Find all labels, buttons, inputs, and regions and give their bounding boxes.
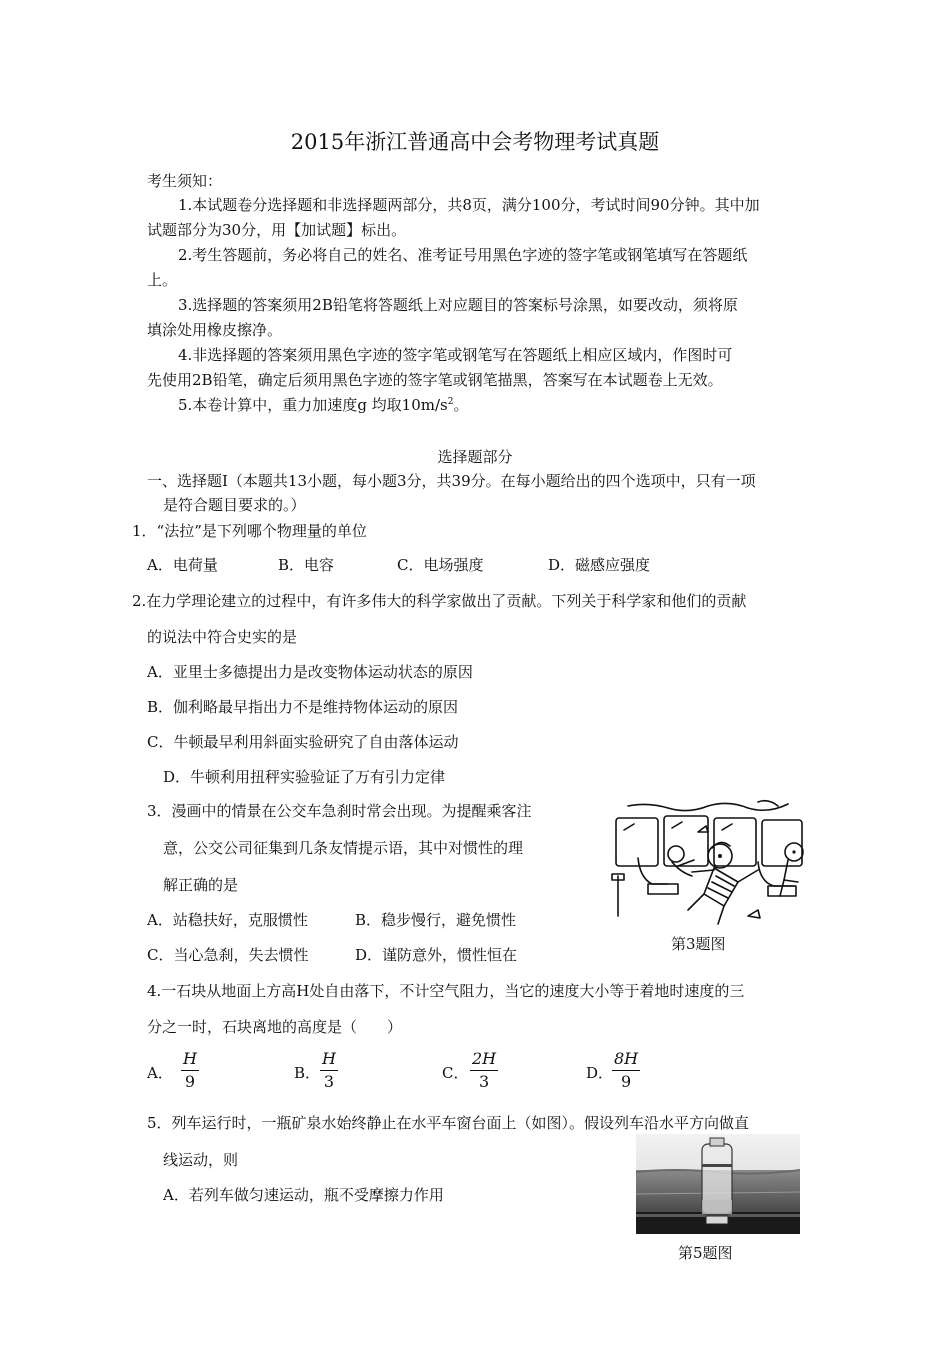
q4-option-b-label: B． [294,1064,321,1082]
page-title: 2015年浙江普通高中会考物理考试真题 [290,130,660,154]
fraction-numerator: H [181,1050,199,1071]
q1-option-b: B．电容 [278,556,335,574]
q2-stem-line-1: 2.在力学理论建立的过程中，有许多伟大的科学家做出了贡献。下列关于科学家和他们的贡献 [132,592,747,610]
q5-stem-line-1: 5．列车运行时，一瓶矿泉水始终静止在水平车窗台面上（如图）。假设列车沿水平方向做直 [147,1114,750,1132]
q4-option-a-fraction [181,1050,199,1091]
q5-figure-caption: 第5题图 [678,1244,733,1262]
notice-item-4-line-1: 4.非选择题的答案须用黑色字迹的签字笔或钢笔写在答题纸上相应区域内，作图时可 [178,346,733,364]
q4-option-c-fraction [470,1050,498,1091]
q3-option-d: D．谨防意外，惯性恒在 [355,946,518,964]
notice-item-5: 5.本卷计算中，重力加速度g 均取$10m/s^2$。 [178,396,469,414]
notice-item-1-line-1: 1.本试题卷分选择题和非选择题两部分，共8页，满分100分，考试时间90分钟。其中加 [178,196,760,214]
q5-option-a: A．若列车做匀速运动，瓶不受摩擦力作用 [163,1186,444,1204]
q4-option-d-label: D． [586,1064,614,1082]
q2-option-d: D．牛顿利用扭秤实验验证了万有引力定律 [163,768,446,786]
q3-option-b: B．稳步慢行，避免惯性 [355,911,517,929]
part1-instructions-line-1: 一、选择题Ⅰ（本题共13小题，每小题3分，共39分。在每小题给出的四个选项中，只有一项 [147,472,756,490]
fraction-denominator: 3 [323,1072,335,1091]
fraction-denominator: 3 [478,1072,490,1091]
fraction-numerator: 8H [612,1050,640,1071]
q5-stem-line-2: 线运动，则 [163,1151,239,1169]
notice-item-1-line-2: 试题部分为30分，用【加试题】标出。 [147,221,407,239]
notice-item-3-line-2: 填涂处用橡皮擦净。 [147,321,283,339]
section-title: 选择题部分 [437,448,513,466]
part1-instructions-line-2: 是符合题目要求的。） [163,496,306,514]
q3-option-a: A．站稳扶好，克服惯性 [147,911,308,929]
notice-item-2-line-2: 上。 [147,271,178,289]
fraction-numerator: 2H [470,1050,498,1071]
notice-item-2-line-1: 2.考生答题前，务必将自己的姓名、准考证号用黑色字迹的签字笔或钢笔填写在答题纸 [178,246,748,264]
q5-bottle-photo-image [636,1134,800,1234]
notice-item-3-line-1: 3.选择题的答案须用2B铅笔将答题纸上对应题目的答案标号涂黑，如要改动，须将原 [178,296,738,314]
q3-stem-line-1: 3．漫画中的情景在公交车急刹时常会出现。为提醒乘客注 [147,802,532,820]
q4-option-d-fraction [612,1050,640,1091]
q1-stem: 1．“法拉”是下列哪个物理量的单位 [132,522,367,540]
q1-option-c: C．电场强度 [397,556,484,574]
q4-option-a-label: A． [147,1064,173,1082]
q2-option-b: B．伽利略最早指出力不是维持物体运动的原因 [147,698,459,716]
superscript-2: 2 [447,397,454,407]
q3-stem-line-3: 解正确的是 [163,876,239,894]
fraction-numerator: H [320,1050,338,1071]
q3-stem-line-2: 意，公交公司征集到几条友情提示语，其中对惯性的理 [163,839,524,857]
q4-stem-line-1: 4.一石块从地面上方高H处自由落下，不计空气阻力，当它的速度大小等于着地时速度的三 [147,982,745,1000]
q1-option-a: A．电荷量 [147,556,218,574]
q4-option-b-fraction [320,1050,338,1091]
fraction-denominator: 9 [184,1072,196,1091]
q2-option-c: C．牛顿最早利用斜面实验研究了自由落体运动 [147,733,459,751]
notice-item-4-line-2: 先使用2B铅笔，确定后须用黑色字迹的签字笔或钢笔描黑，答案写在本试题卷上无效。 [147,371,723,389]
q2-option-a: A．亚里士多德提出力是改变物体运动状态的原因 [147,663,473,681]
fraction-denominator: 9 [620,1072,632,1091]
q4-stem-line-2: 分之一时，石块离地的高度是（ ） [147,1018,403,1036]
q3-bus-cartoon-image [608,798,818,928]
notice-heading: 考生须知： [147,172,223,190]
q3-figure-caption: 第3题图 [671,935,726,953]
q1-option-d: D．磁感应强度 [548,556,651,574]
q4-option-c-label: C． [442,1064,469,1082]
q3-option-c: C．当心急刹，失去惯性 [147,946,309,964]
q2-stem-line-2: 的说法中符合史实的是 [147,628,298,646]
